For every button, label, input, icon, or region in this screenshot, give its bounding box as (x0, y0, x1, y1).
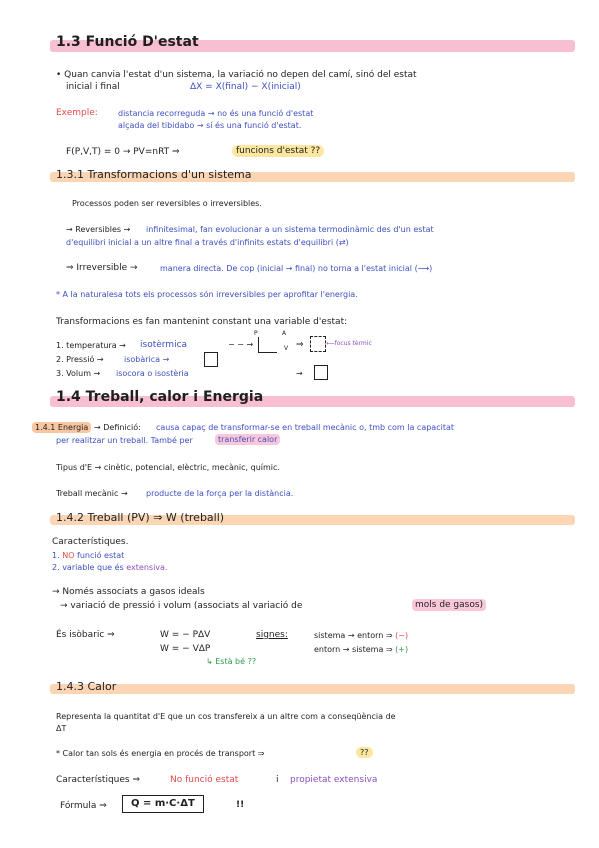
heat-formula-box: Q = m·C·ΔT (122, 795, 204, 813)
pv-point-a: A (282, 330, 287, 337)
thermal-focus-note: ⟵focus tèrmic (326, 340, 372, 347)
state-equation: F(P,V,T) = 0 → PV=nRT ⇒ (66, 147, 180, 157)
energy-label: 1.4.1 Energia (32, 423, 91, 432)
text-line: Representa la quantitat d'E que un cos transfereix a un altre com a conseqüència de (56, 712, 396, 721)
thermal-container-icon (310, 336, 326, 352)
question-highlight: ?? (356, 748, 373, 757)
text-line: → Només associats a gasos ideals (52, 587, 205, 597)
definition-text: per realitzar un treball. També per (56, 436, 193, 445)
section-title-1-4-2: 1.4.2 Treball (PV) ⇒ W (treball) (56, 511, 225, 524)
irreversible-label: ⇒ Irreversible → (66, 263, 138, 273)
emphasis-mark: !! (236, 800, 245, 810)
definition-label: → Definició: (94, 423, 141, 432)
text-line: Transformacions es fan mantenint constant una variable d'estat: (56, 317, 348, 327)
characteristic-item: 2. variable que és extensiva. (52, 563, 168, 572)
arrow-icon: → (296, 369, 303, 378)
mechanical-work-label: Treball mecànic → (56, 489, 128, 498)
conjunction: i (276, 775, 279, 785)
formula-label: Fórmula ⇒ (60, 801, 107, 811)
text-line: ΔT (56, 724, 67, 733)
transform-item: 2. Pressió → (56, 355, 104, 364)
pv-axis-p: P (254, 330, 258, 337)
text-line: Processos poden ser reversibles o irreversibles. (72, 199, 262, 208)
work-formula: W = − PΔV (160, 630, 211, 640)
pv-diagram-icon (258, 337, 277, 353)
transform-item: 1. temperatura → (56, 341, 126, 350)
definition-text: causa capaç de transformar-se en treball mecànic o, tmb com la capacitat (156, 423, 454, 432)
closed-container-icon (314, 365, 328, 380)
state-functions-highlight: funcions d'estat ?? (232, 146, 324, 156)
pv-axis-v: V (284, 345, 289, 352)
mechanical-work-text: producte de la força per la distància. (146, 489, 294, 498)
transform-item: 3. Volum → (56, 369, 101, 378)
text-line: → variació de pressió i volum (associats al variació de (60, 601, 303, 611)
example-line: distancia recorreguda → no és una funció d'estat (118, 109, 314, 118)
transfer-heat-highlight: transferir calor (215, 435, 280, 444)
reversible-text: d'equilibri inicial a un altre final a través d'infinits estats d'equilibri (⇄) (66, 238, 349, 247)
example-line: alçada del tibidabo → sí és una funció d'estat. (118, 121, 302, 130)
characteristic-item: 1. NO funció estat (52, 551, 125, 560)
isobaric-term: isobàrica → (124, 355, 170, 364)
sign-rule: sistema → entorn ⇒ (−) (314, 631, 409, 640)
text-line: • Quan canvia l'estat d'un sistema, la variació no depen del camí, sinó del estat (56, 70, 417, 80)
reversible-text: infinitesimal, fan evolucionar a un sistema termodinàmic des d'un estat (146, 225, 434, 234)
signs-label: signes: (256, 630, 288, 640)
text-line: Tipus d'E → cinètic, potencial, elèctric, mecànic, químic. (56, 463, 280, 472)
work-formula: W = − VΔP (160, 644, 211, 654)
section-title-1-3-1: 1.3.1 Transformacions d'un sistema (56, 168, 252, 181)
text-line: * Calor tan sols és energia en procés de transport ⇒ (56, 749, 265, 758)
piston-icon (204, 352, 218, 367)
example-label: Exemple: (56, 108, 98, 118)
isothermal-term: isotèrmica (140, 340, 188, 350)
characteristic-purple: propietat extensiva (290, 775, 378, 785)
section-title-1-4-3: 1.4.3 Calor (56, 680, 117, 693)
characteristic-red: No funció estat (170, 775, 239, 785)
characteristics-title: Característiques. (52, 537, 129, 547)
formula-delta-x: ΔX = X(final) − X(inicial) (190, 82, 301, 92)
implies-icon: ⇒ (296, 340, 304, 350)
arrow-icon: − − → (228, 340, 254, 349)
irreversible-text: manera directa. De cop (inicial → final) no torna a l'estat inicial (⟶) (160, 264, 433, 273)
check-note: ↳ Està bé ?? (206, 657, 257, 666)
section-title-1-4: 1.4 Treball, calor i Energia (56, 389, 264, 405)
isobaric-label: És isòbaric ⇒ (56, 630, 115, 640)
section-title-1-3: 1.3 Funció D'estat (56, 34, 199, 50)
mols-highlight: mols de gasos) (412, 600, 486, 610)
reversible-label: → Reversibles → (66, 225, 131, 234)
isochoric-term: isocora o isostèria (116, 369, 189, 378)
characteristics-label: Característiques ⇒ (56, 775, 140, 785)
note-line: * A la naturalesa tots els processos són irreversibles per aprofitar l'energia. (56, 290, 358, 299)
sign-rule: entorn → sistema ⇒ (+) (314, 645, 409, 654)
text-line: inicial i final (66, 82, 120, 92)
